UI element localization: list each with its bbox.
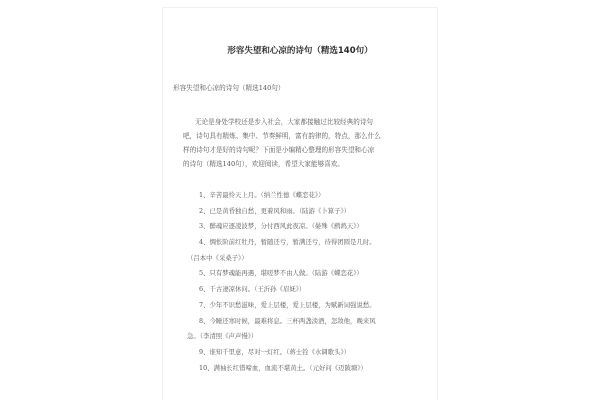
intro-line: 样的诗句才是好的诗句呢？下面是小编精心整理的形容失望和心凉 <box>183 146 375 154</box>
intro-line: 无论是身处学校还是步入社会，大家都接触过比较经典的诗句 <box>195 118 374 126</box>
document-title: 形容失望和心凉的诗句（精选140句） <box>227 46 373 56</box>
intro-line: 吧，诗句具有精炼、集中、节奏鲜明，富有韵律的，特点，那么什么 <box>183 132 381 140</box>
list-item-continuation: （吕本中《采桑子》） <box>187 253 248 262</box>
list-item: 9、谁知千里意，尽对一灯红。（蒋士铨《水调歌头》） <box>199 347 351 356</box>
intro-paragraph <box>183 115 421 171</box>
list-item: 10、满袖长红惜啼血，血流不堪黄土。（元好问《迈陂塘》） <box>199 363 367 372</box>
list-item: 6、千古凄凉休问。（王沂孙《眉妩》） <box>199 285 306 294</box>
document-page <box>163 8 437 400</box>
intro-line: 的诗句（精选140句），欢迎阅读，希望大家能够喜欢。 <box>183 160 344 168</box>
list-item: 8、今睡还寒时候，最难将息。三杯两盏淡酒，怎敌他，晚来风 <box>199 316 376 325</box>
list-item: 7、少年不识愁滋味，爱上层楼，爱上层楼，为赋新词强说愁。 <box>199 300 376 309</box>
list-item: 3、醉魂应逐凌波梦，分付西风此夜凉。（晏殊《鹧鸪天》） <box>199 222 363 231</box>
list-item: 4、惆怅阶前红牡丹，暂随还亏，暂满还亏，待得团圆是几时。 <box>199 238 376 247</box>
list-item: 5、只有梦魂能再遇，堪嗟梦不由人做。（陆游《蝶恋花》） <box>199 269 363 278</box>
poem-list <box>187 188 429 376</box>
list-item: 1、辛苦最怜天上月。（纳兰性德《蝶恋花》） <box>199 191 325 199</box>
list-item-continuation: 急。（李清照《声声慢》） <box>187 332 258 341</box>
document-subtitle: 形容失望和心凉的诗句（精选140句） <box>173 84 285 92</box>
list-item: 2、已是黄昏独自愁，更着风和雨。（陆游《卜算子》） <box>199 206 351 215</box>
